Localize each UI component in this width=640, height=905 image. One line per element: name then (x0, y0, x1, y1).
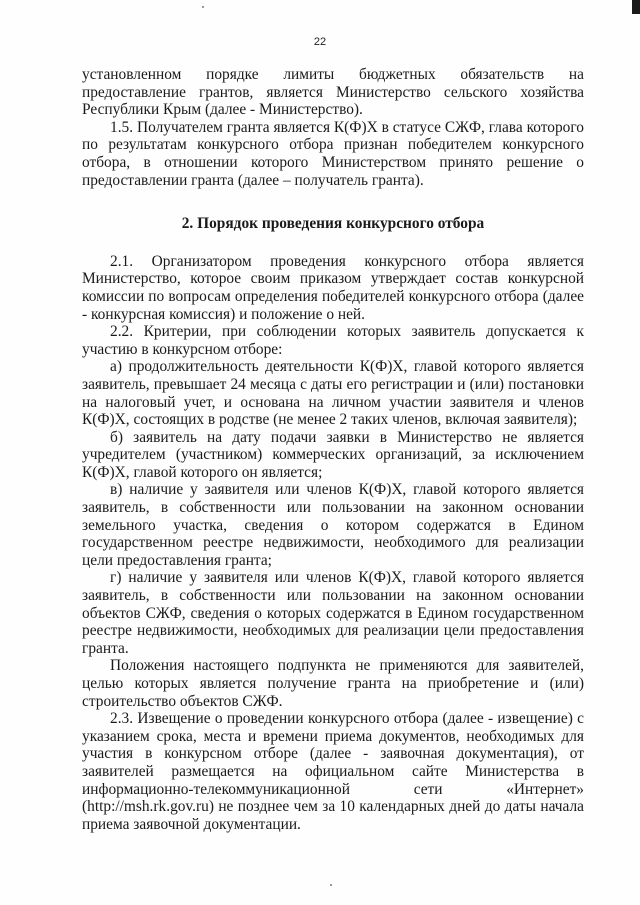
paragraph: 1.5. Получателем гранта является К(Ф)Х в статусе СЖФ, глава которого по результатам конкурсного отбора признан победителем конкурсного отбора, в отношении которого Министерством принято решение о предоставлении гранта (далее – получатель гранта). (82, 118, 584, 189)
list-item: б) заявитель на дату подачи заявки в Министерство не является учредителем (участником) коммерческих организаций, за исключением К(Ф)Х, главой которого он является; (82, 428, 584, 481)
document-body (82, 66, 584, 833)
paragraph: Положения настоящего подпункта не применяются для заявителей, целью которых является получение гранта на приобретение и (или) строительство объектов СЖФ. (82, 657, 584, 710)
list-item: а) продолжительность деятельности К(Ф)Х, главой которого является заявитель, превышает 24 месяца с даты его регистрации и (или) постановки на налоговый учет, и основана на личном участии заявителя и членов К(Ф)Х, состоящих в родстве (не менее 2 таких членов, включая заявителя); (82, 358, 584, 429)
section-heading: 2. Порядок проведения конкурсного отбора (181, 215, 485, 233)
list-item: в) наличие у заявителя или членов К(Ф)Х, главой которого является заявитель, в собственности или пользовании на законном основании земельного участка, сведения о котором содержатся в Едином государственном реестре недвижимости, необходимого для реализации цели предоставления гранта; (82, 481, 584, 569)
paragraph: 2.2. Критерии, при соблюдении которых заявитель допускается к участию в конкурсном отборе: (82, 323, 584, 358)
list-item: г) наличие у заявителя или членов К(Ф)Х, главой которого является заявитель, в собственности или пользовании на законном основании объектов СЖФ, сведения о которых содержатся в Едином государственном реестре недвижимости, необходимых для реализации цели предоставления гранта. (82, 569, 584, 657)
scan-corner-mark (632, 0, 640, 14)
page-number: 22 (313, 36, 327, 48)
paragraph: 2.1. Организатором проведения конкурсного отбора является Министерство, которое своим приказом утверждает состав конкурсной комиссии по вопросам определения победителей конкурсного отбора (далее - конкурсная комиссия) и положение о ней. (82, 252, 584, 323)
scan-artifact (330, 884, 332, 886)
paragraph: 2.3. Извещение о проведении конкурсного отбора (далее - извещение) с указанием срока, места и времени приема документов, необходимых для участия в конкурсном отборе (далее - заявочная документация), от заявителей размещается на официальном сайте Министерства в информационно-телекоммуникационной сети «Интернет» (http://msh.rk.gov.ru) не позднее чем за 10 календарных дней до даты начала приема заявочной документации. (82, 710, 584, 833)
scan-artifact (202, 6, 204, 8)
paragraph: установленном порядке лимиты бюджетных обязательств на предоставление грантов, является Министерство сельского хозяйства Республики Крым (далее - Министерство). (82, 66, 584, 119)
